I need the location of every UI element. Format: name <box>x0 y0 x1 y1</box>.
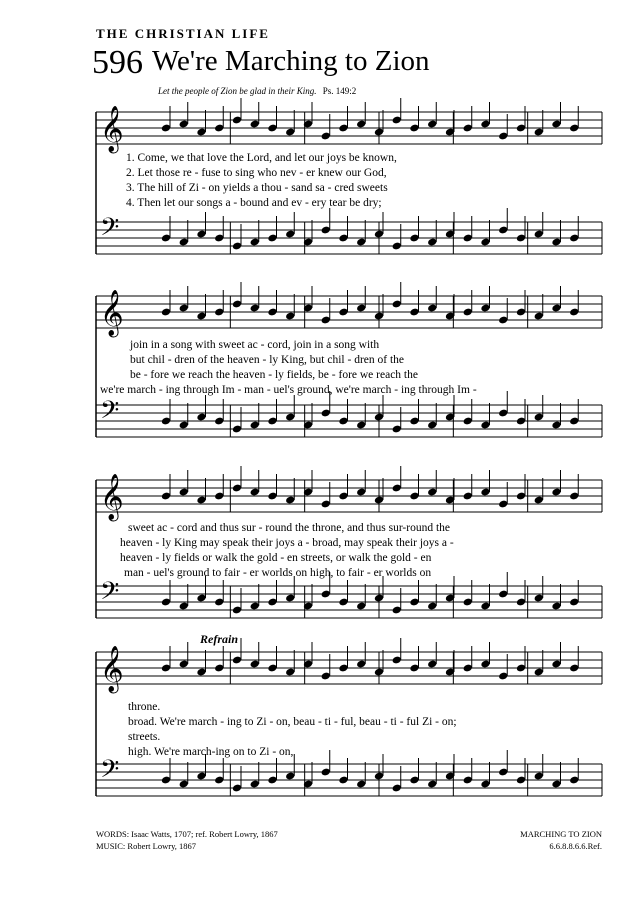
treble-clef-icon: 𝄞 <box>100 106 124 152</box>
refrain-label: Refrain <box>200 632 239 646</box>
hymn-title: We're Marching to Zion <box>152 45 430 77</box>
treble-clef-icon: 𝄞 <box>100 646 124 692</box>
lyric-verse-3: streets. <box>128 731 161 743</box>
hymn-number: 596 <box>92 44 143 81</box>
bass-clef-icon: 𝄢 <box>100 396 120 431</box>
epigraph-reference: Ps. 149:2 <box>322 86 357 96</box>
lyric-verse-4: we're march - ing through Im - man - uel's ground, we're march - ing through Im - <box>100 384 477 396</box>
treble-clef-icon: 𝄞 <box>100 290 124 336</box>
lyric-verse-2: 2. Let those re - fuse to sing who nev - er knew our God, <box>126 167 387 179</box>
lyric-verse-2: broad. We're march - ing to Zi - on, beau - ti - ful, beau - ti - ful Zi - on; <box>128 716 457 728</box>
lyric-verse-3: 3. The hill of Zi - on yields a thou - sand sa - cred sweets <box>126 182 388 194</box>
lyric-verse-1: 1. Come, we that love the Lord, and let our joys be known, <box>126 152 397 164</box>
tune-info <box>520 828 602 852</box>
credits <box>96 828 278 852</box>
lyric-verse-4: high. We're march-ing on to Zi - on, <box>128 746 294 758</box>
tune-name: MARCHING TO ZION <box>520 829 602 839</box>
meter: 6.6.8.8.6.6.Ref. <box>549 841 602 851</box>
lyric-verse-2: but chil - dren of the heaven - ly King, but chil - dren of the <box>130 354 405 366</box>
lyric-verse-4: man - uel's ground to fair - er worlds on high, to fair - er worlds on <box>124 567 432 579</box>
treble-clef-icon: 𝄞 <box>100 474 124 520</box>
section-label: THE CHRISTIAN LIFE <box>96 26 270 41</box>
words-credit: WORDS: Isaac Watts, 1707; ref. Robert Lowry, 1867 <box>96 829 278 839</box>
lyric-verse-3: be - fore we reach the heaven - ly fields, be - fore we reach the <box>130 369 418 381</box>
epigraph-text: Let the people of Zion be glad in their King. <box>158 86 317 96</box>
bass-clef-icon: 𝄢 <box>100 755 120 790</box>
bass-clef-icon: 𝄢 <box>100 213 120 248</box>
music-credit: MUSIC: Robert Lowry, 1867 <box>96 841 197 851</box>
lyric-verse-1: join in a song with sweet ac - cord, join in a song with <box>130 339 380 351</box>
lyric-verse-1: sweet ac - cord and thus sur - round the throne, and thus sur-round the <box>128 522 451 534</box>
lyric-verse-3: heaven - ly fields or walk the gold - en streets, or walk the gold - en <box>120 552 432 564</box>
lyric-verse-4: 4. Then let our songs a - bound and ev - ery tear be dry; <box>126 197 382 209</box>
lyric-verse-2: heaven - ly King may speak their joys a - broad, may speak their joys a - <box>120 537 454 549</box>
bass-clef-icon: 𝄢 <box>100 577 120 612</box>
lyric-verse-1: throne. <box>128 701 161 713</box>
